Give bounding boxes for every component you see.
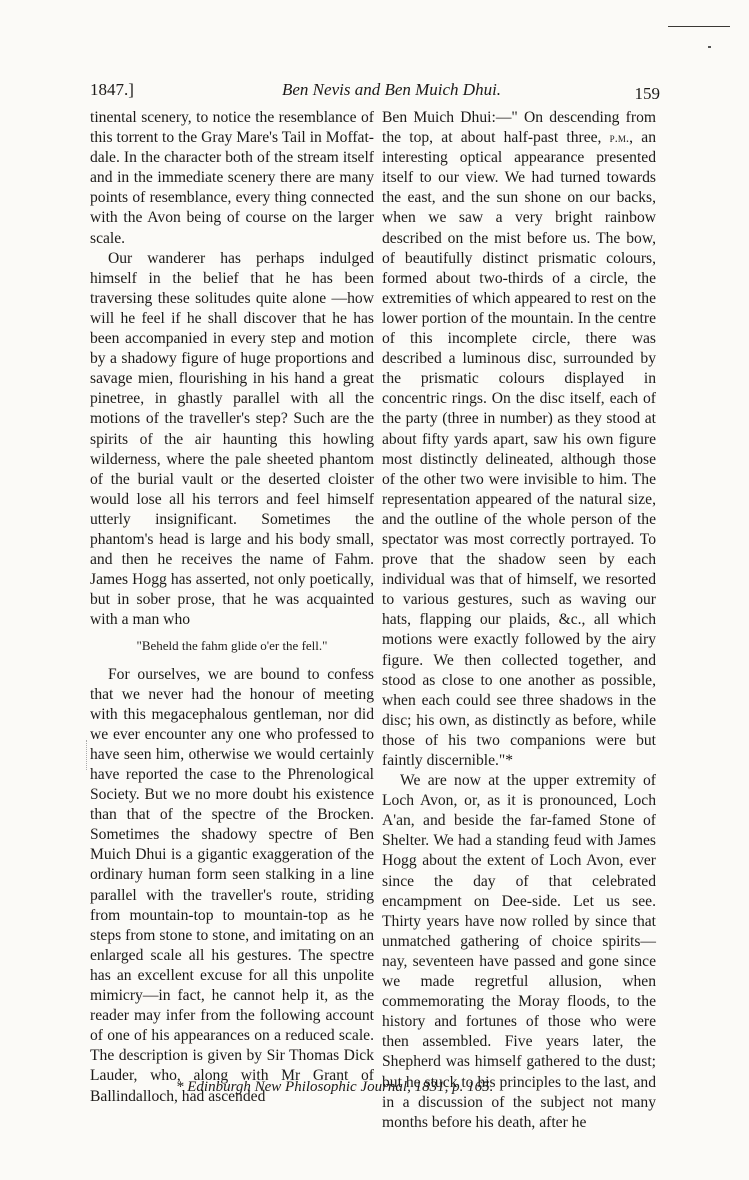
page-number: 159: [634, 84, 660, 103]
edge-mark: [708, 46, 711, 48]
paragraph: For ourselves, we are bound to confess that we never had the honour of meeting with this megacephalous gentleman, nor did we ever encounter any one who professed to have seen him, otherwise we would certainly have reported the case to the Phrenological Society. But we no more doubt his existence than that of the spectre of the Brocken. Sometimes the shadowy spectre of Ben Muich Dhui is a gigantic exaggeration of the ordinary human form seen stalking in a line parallel with the traveller's route, striding from mountain-top to mountain-top as he steps from stone to stone, and imitating on an enlarged scale all his gestures. The spectre has an excellent excuse for all this unpolite mimicry—in fact, he cannot help it, as the reader may infer from the following account of one of his appearances on a reduced scale. The description is given by Sir Thomas Dick Lauder, who, along with Mr Grant of Ballindalloch, had ascended: [90, 665, 374, 1105]
pm-abbreviation: p.m.: [609, 130, 630, 146]
right-column: [382, 108, 656, 1133]
top-rule: [668, 26, 730, 27]
paragraph: We are now at the upper extremity of Loch Avon, or, as it is pronounced, Loch A'an, and beside the far-famed Stone of Shelter. We had a standing feud with James Hogg about the extent of Loch Avon, ever since the day of that celebrated encampment on Dee-side. Let us see. Thirty years have now rolled by since that unmatched gathering of choice spirits—nay, seventeen have passed and gone since we made regretful allusion, when commemorating the Moray floods, to the history and fortunes of those who were then assembled. Five years later, the Shepherd was himself gathered to the dust; but he stuck to his principles to the last, and in a discussion of the subject not many months before his death, after he: [382, 772, 656, 1131]
paragraph-text: , an interesting optical appearance presented itself to our view. We had turned towards the east, and the sun shone on our backs, when we saw a very bright rainbow described on the mist before us. The bow, of beautifully distinct prismatic colours, formed about two-thirds of a circle, the extremities of which appeared to rest on the lower portion of the mountain. In the centre of this incomplete circle, there was described a luminous disc, surrounded by the prismatic colours displayed in concentric rings. On the disc itself, each of the party (three in number) as they stood at about fifty yards apart, saw his own figure most distinctly delineated, although those of the other two were invisible to him. The representation appeared of the natural size, and the outline of the whole person of the spectator was most correctly portrayed. To prove that the shadow seen by each individual was that of himself, we resorted to various gestures, such as waving our hats, flapping our plaids, &c., all which motions were exactly followed by the airy figure. We then collected together, and stood as close to one another as possible, when each could see three shadows in the disc; his own, as distinctly as before, while those of his two companions were but faintly discernible."*: [382, 129, 656, 769]
margin-mark: [86, 740, 88, 770]
quoted-line: "Beheld the fahm glide o'er the fell.": [136, 638, 328, 654]
paragraph-text: Ben Muich Dhui:—" On descending from the top, at about half-past three,: [382, 109, 656, 147]
header-year: 1847.]: [90, 80, 134, 99]
paragraph: [382, 108, 656, 771]
left-column: [90, 108, 374, 1107]
paragraph: tinental scenery, to notice the resemblance of this torrent to the Gray Mare's Tail in Moffat-dale. In the character both of the stream itself and in the immediate scenery there are many points of resemblance, every thing connected with the Avon being of course on the larger scale.: [90, 109, 374, 247]
paragraph: Our wanderer has perhaps indulged himself in the belief that he has been traversing these solitudes quite alone —how will he feel if he shall discover that he has been accompanied in every step and motion by a shadowy figure of huge proportions and savage mien, flourishing in his hand a great pinetree, in ghastly parallel with all the motions of the traveller's step? Such are the spirits of the air haunting this howling wilderness, where the pale sheeted phantom of the burial vault or the deserted cloister would lose all his terrors and feel himself utterly insignificant. Sometimes the phantom's head is large and his body small, and then he receives the name of Fahm. James Hogg has asserted, not only poetically, but in sober prose, that he was acquainted with a man who: [90, 249, 374, 629]
page-header: [90, 80, 660, 104]
running-title: Ben Nevis and Ben Muich Dhui.: [282, 80, 502, 99]
footnote: * Edinburgh New Philosophic Journal, 1831, p. 165.: [176, 1079, 494, 1095]
